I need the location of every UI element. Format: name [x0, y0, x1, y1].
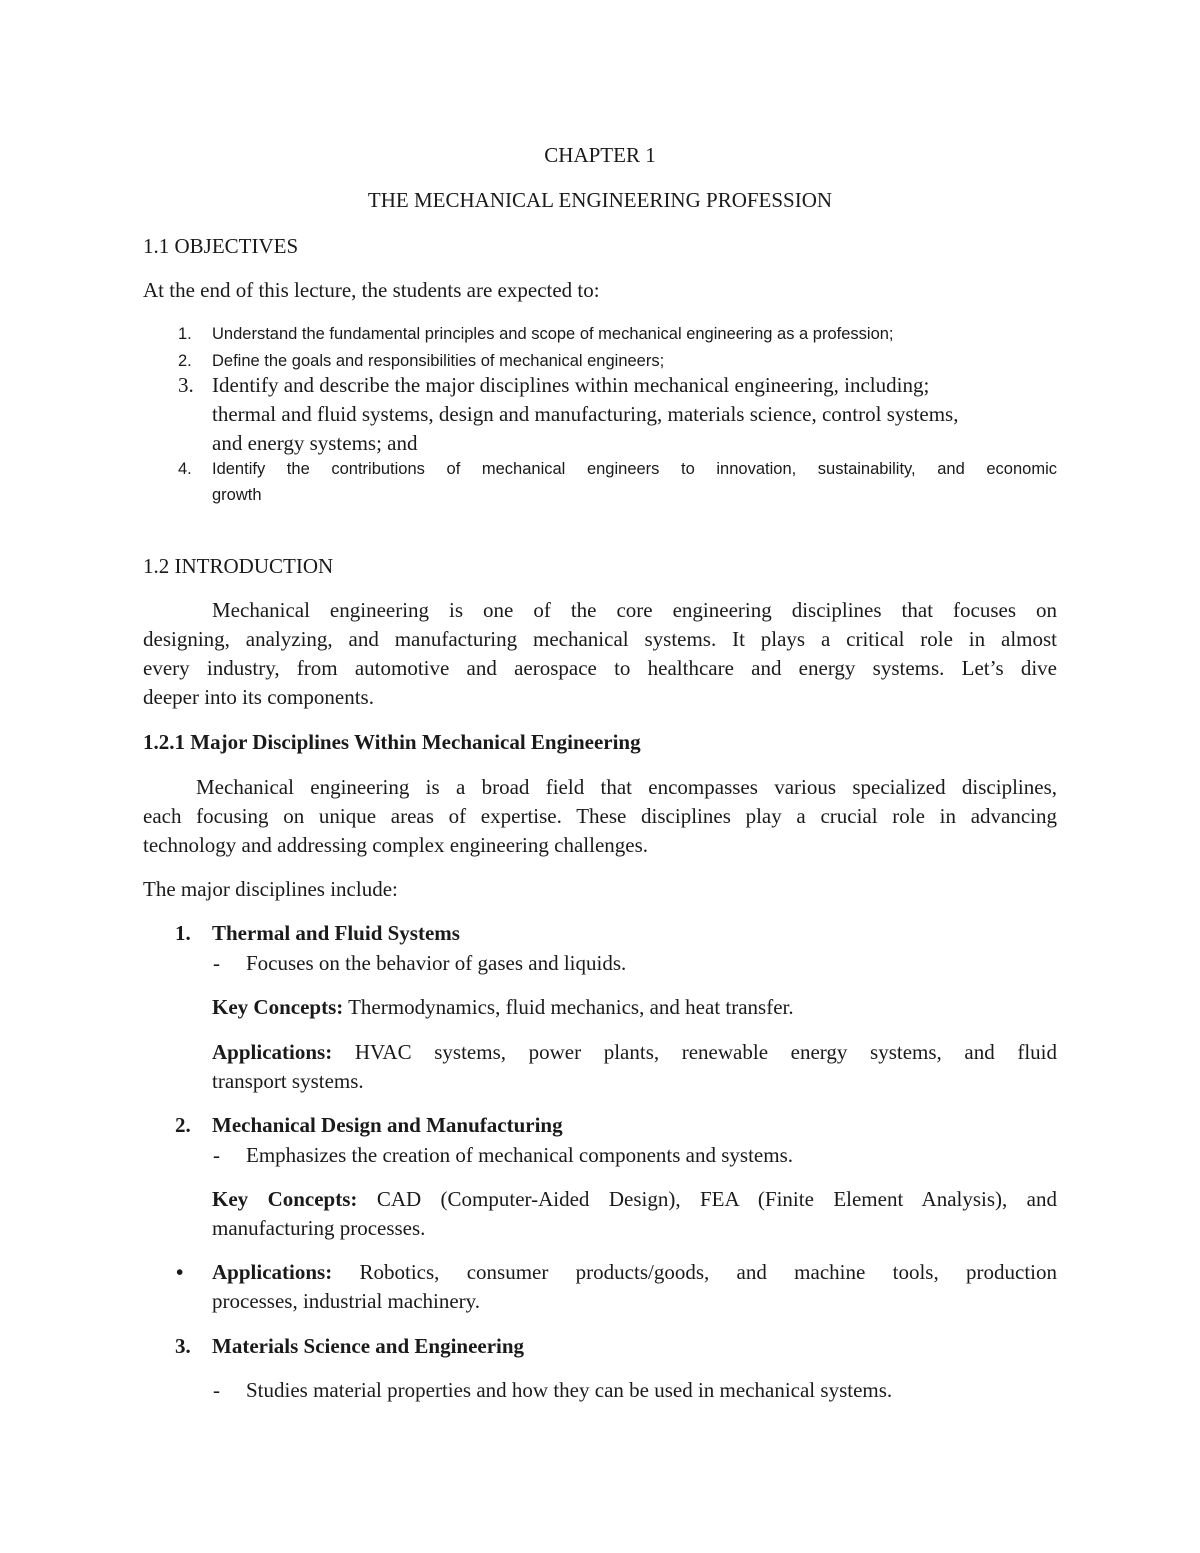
objective-line: Identify the contributions of mechanical engineers to innovation, sustainability, and economic — [212, 460, 1057, 478]
applications-label: Applications: — [212, 1260, 333, 1284]
discipline-description: Focuses on the behavior of gases and liquids. — [246, 951, 627, 975]
list-number: 3. — [178, 373, 194, 397]
key-concepts — [212, 993, 1057, 1022]
discipline-title: Materials Science and Engineering — [212, 1334, 525, 1358]
applications — [212, 1038, 1057, 1067]
paragraph-line: deeper into its components. — [143, 685, 374, 709]
discipline-title: Thermal and Fluid Systems — [212, 921, 460, 945]
dash-marker: - — [213, 1378, 220, 1402]
list-number: 3. — [175, 1334, 191, 1358]
objective-line: growth — [212, 486, 262, 504]
paragraph-line: Mechanical engineering is one of the core engineering disciplines that focuses on — [212, 598, 1057, 622]
list-number: 1. — [175, 921, 191, 945]
paragraph-line: designing, analyzing, and manufacturing mechanical systems. It plays a critical role in almost — [143, 627, 1057, 651]
list-number: 2. — [175, 1113, 191, 1137]
applications-line: transport systems. — [212, 1069, 364, 1093]
list-number: 1. — [178, 325, 192, 343]
chapter-number: CHAPTER 1 — [544, 143, 656, 167]
dash-marker: - — [213, 951, 220, 975]
objective-line: thermal and fluid systems, design and manufacturing, materials science, control systems, — [212, 402, 959, 426]
discipline-description: Studies material properties and how they can be used in mechanical systems. — [246, 1378, 893, 1402]
discipline-description: Emphasizes the creation of mechanical components and systems. — [246, 1143, 793, 1167]
introduction-heading: 1.2 INTRODUCTION — [143, 554, 334, 578]
chapter-title: THE MECHANICAL ENGINEERING PROFESSION — [367, 188, 833, 212]
applications-text: HVAC systems, power plants, renewable energy systems, and fluid — [354, 1040, 1058, 1064]
paragraph-line: each focusing on unique areas of expertise. These disciplines play a crucial role in advancing — [143, 804, 1057, 828]
key-concepts-label: Key Concepts: — [212, 1187, 358, 1211]
objectives-intro: At the end of this lecture, the students are expected to: — [143, 278, 600, 302]
key-concepts — [212, 1185, 1057, 1214]
applications — [212, 1258, 1057, 1287]
objective-line: and energy systems; and — [212, 431, 418, 455]
objective-line: Identify and describe the major disciplines within mechanical engineering, including; — [212, 373, 930, 397]
list-number: 4. — [178, 460, 192, 478]
key-concepts-label: Key Concepts: — [212, 995, 344, 1019]
bullet-marker: • — [176, 1260, 184, 1284]
list-number: 2. — [178, 352, 192, 370]
key-concepts-text: Thermodynamics, fluid mechanics, and heat transfer. — [348, 995, 794, 1019]
applications-text: Robotics, consumer products/goods, and machine tools, production — [359, 1260, 1057, 1284]
objectives-heading: 1.1 OBJECTIVES — [143, 234, 299, 258]
objective-text: Define the goals and responsibilities of mechanical engineers; — [212, 352, 665, 370]
discipline-title: Mechanical Design and Manufacturing — [212, 1113, 563, 1137]
paragraph-line: every industry, from automotive and aerospace to healthcare and energy systems. Let’s dive — [143, 656, 1057, 680]
applications-label: Applications: — [212, 1040, 333, 1064]
disciplines-heading: 1.2.1 Major Disciplines Within Mechanical Engineering — [143, 730, 641, 754]
disciplines-list-intro: The major disciplines include: — [143, 877, 398, 901]
key-concepts-line: manufacturing processes. — [212, 1216, 426, 1240]
applications-line: processes, industrial machinery. — [212, 1289, 481, 1313]
paragraph-line: technology and addressing complex engineering challenges. — [143, 833, 649, 857]
paragraph-line: Mechanical engineering is a broad field that encompasses various specialized disciplines, — [196, 775, 1057, 799]
objective-text: Understand the fundamental principles and scope of mechanical engineering as a profession; — [212, 325, 894, 343]
key-concepts-text: CAD (Computer-Aided Design), FEA (Finite Element Analysis), and — [376, 1187, 1058, 1211]
dash-marker: - — [213, 1143, 220, 1167]
